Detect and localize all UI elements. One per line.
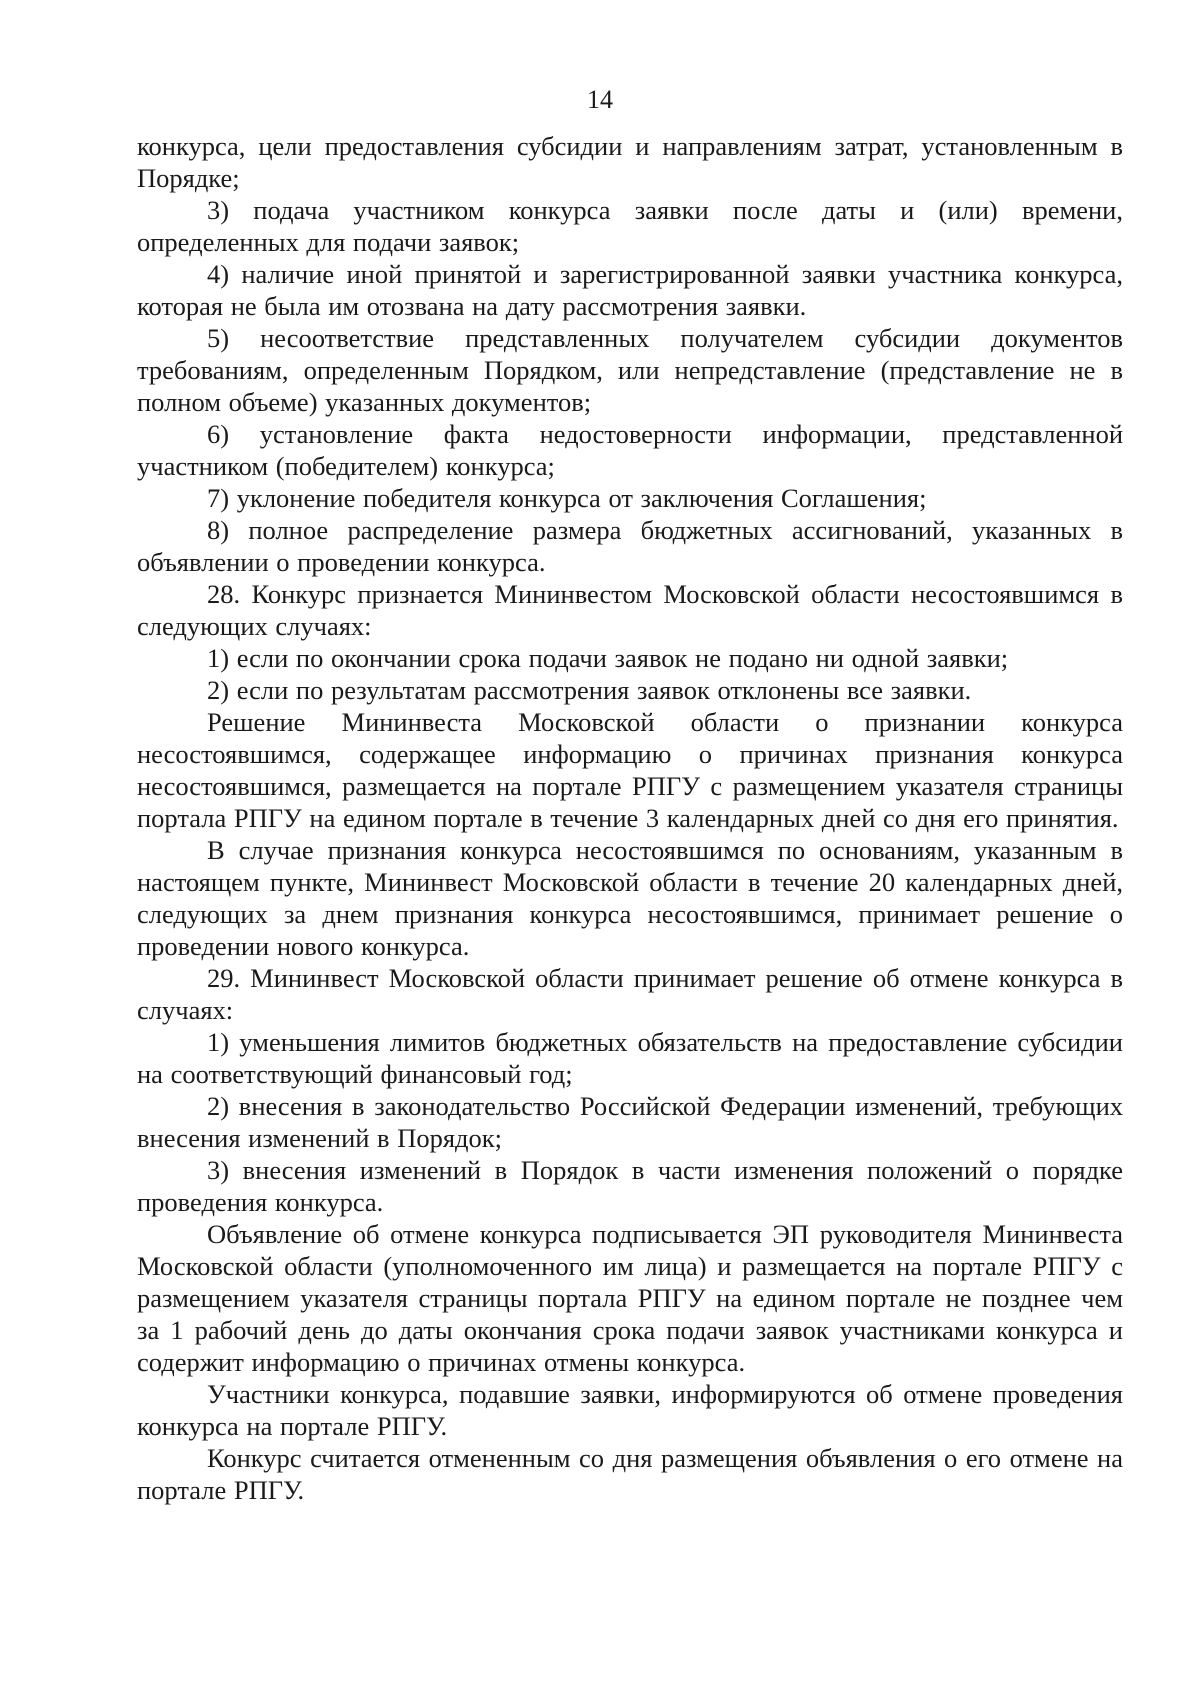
- paragraph: В случае признания конкурса несостоявшимся по основаниям, указанным в настоящем пункте, Мининвест Московской области в течение 20 календарных дней, следующих за днем признания конкурса несостоявшимся, принимает решение о проведении нового конкурса.: [137, 835, 1123, 961]
- document-body: [137, 130, 1123, 1506]
- paragraph: 3) внесения изменений в Порядок в части изменения положений о порядке проведения конкурса.: [137, 1155, 1123, 1217]
- paragraph: Участники конкурса, подавшие заявки, информируются об отмене проведения конкурса на портале РПГУ.: [137, 1379, 1123, 1441]
- paragraph: 1) если по окончании срока подачи заявок не подано ни одной заявки;: [207, 643, 1009, 673]
- paragraph: 28. Конкурс признается Мининвестом Московской области несостоявшимся в следующих случаях:: [137, 579, 1123, 641]
- paragraph: 4) наличие иной принятой и зарегистрированной заявки участника конкурса, которая не была им отозвана на дату рассмотрения заявки.: [137, 259, 1123, 321]
- paragraph: Конкурс считается отмененным со дня размещения объявления о его отмене на портале РПГУ.: [137, 1443, 1123, 1505]
- paragraph: 5) несоответствие представленных получателем субсидии документов требованиям, определенным Порядком, или непредставление (представление не в полном объеме) указанных документов;: [137, 323, 1123, 417]
- paragraph: 2) если по результатам рассмотрения заявок отклонены все заявки.: [207, 675, 972, 705]
- paragraph: 8) полное распределение размера бюджетных ассигнований, указанных в объявлении о проведении конкурса.: [137, 515, 1123, 577]
- paragraph: Объявление об отмене конкурса подписывается ЭП руководителя Мининвеста Московской области (уполномоченного им лица) и размещается на портале РПГУ с размещением указателя страницы портала РПГУ на едином портале не позднее чем за 1 рабочий день до даты окончания срока подачи заявок участниками конкурса и содержит информацию о причинах отмены конкурса.: [137, 1219, 1123, 1377]
- paragraph: Решение Мининвеста Московской области о признании конкурса несостоявшимся, содержащее информацию о причинах признания конкурса несостоявшимся, размещается на портале РПГУ с размещением указателя страницы портала РПГУ на едином портале в течение 3 календарных дней со дня его принятия.: [137, 707, 1123, 833]
- page-number: 14: [587, 85, 613, 114]
- paragraph: 29. Мининвест Московской области принимает решение об отмене конкурса в случаях:: [137, 963, 1123, 1025]
- paragraph: 3) подача участником конкурса заявки после даты и (или) времени, определенных для подачи заявок;: [137, 195, 1123, 257]
- paragraph: 6) установление факта недостоверности информации, представленной участником (победителем) конкурса;: [137, 419, 1123, 481]
- paragraph: конкурса, цели предоставления субсидии и направлениям затрат, установленным в Порядке;: [137, 131, 1123, 193]
- paragraph: 7) уклонение победителя конкурса от заключения Соглашения;: [207, 483, 927, 513]
- paragraph: 2) внесения в законодательство Российской Федерации изменений, требующих внесения изменений в Порядок;: [137, 1091, 1123, 1153]
- paragraph: 1) уменьшения лимитов бюджетных обязательств на предоставление субсидии на соответствующий финансовый год;: [137, 1027, 1123, 1089]
